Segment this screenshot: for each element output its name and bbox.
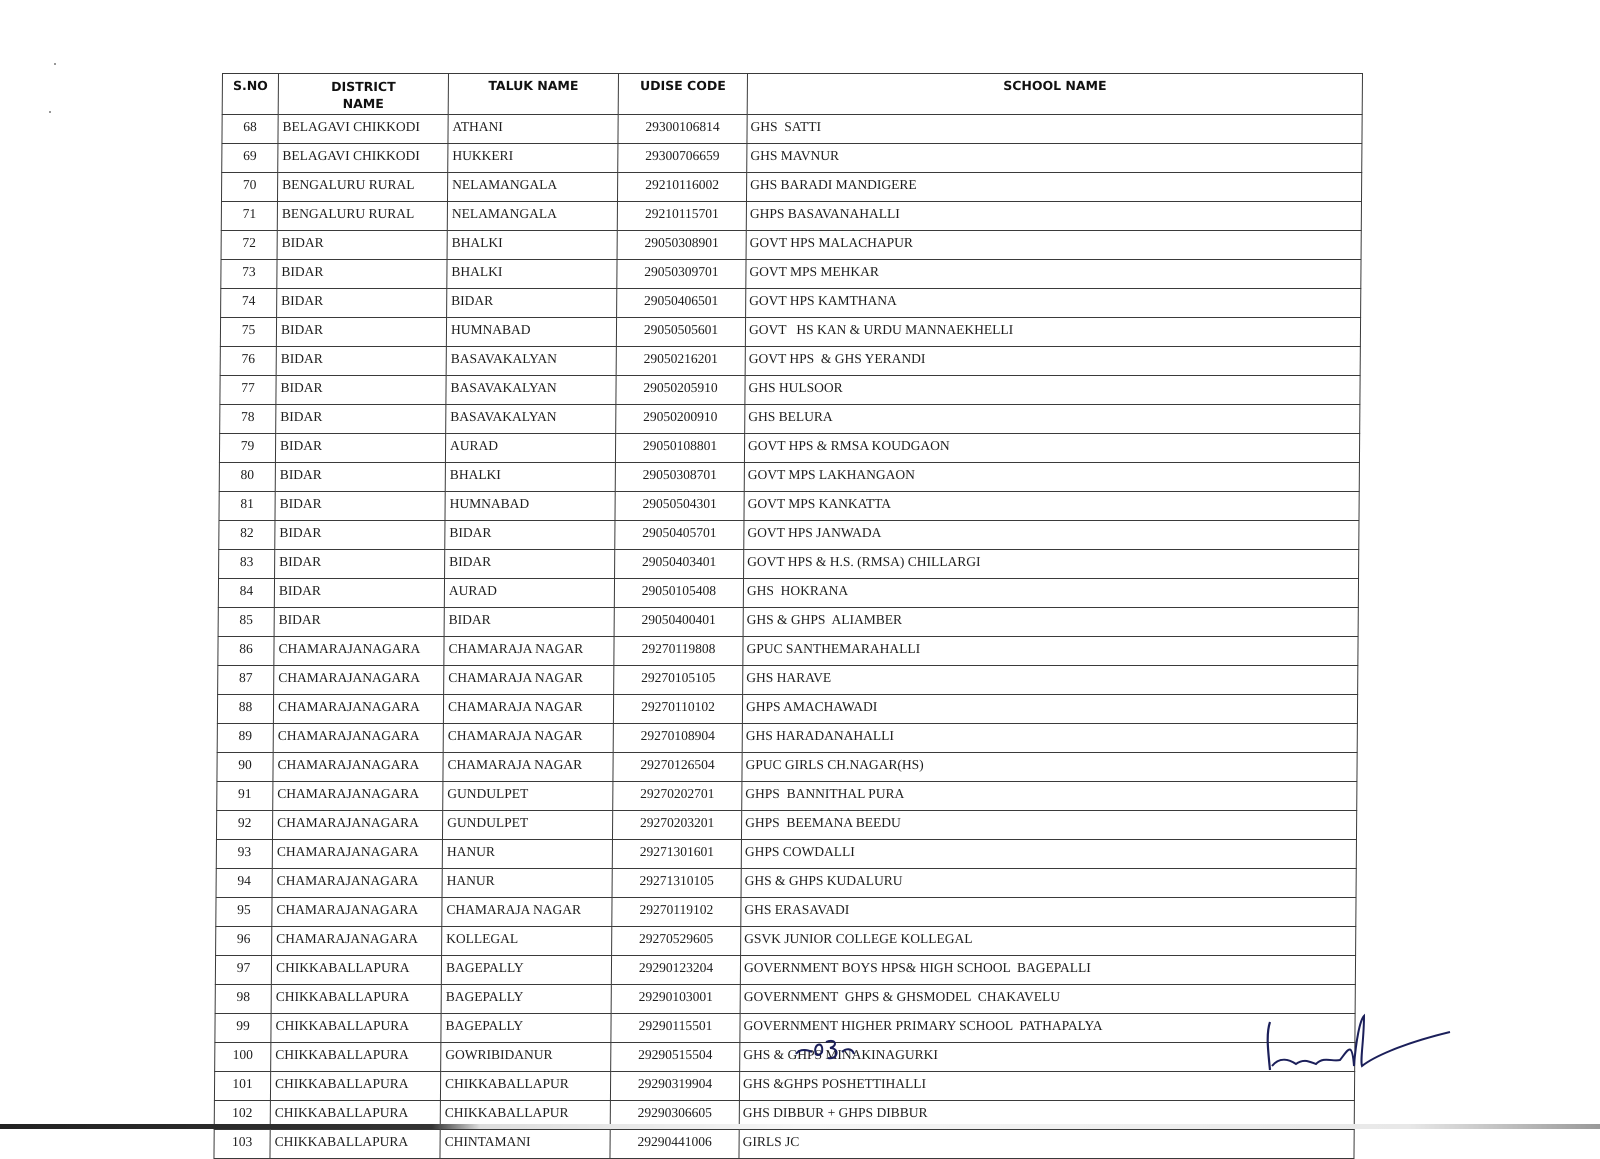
table-row <box>216 840 1356 869</box>
cell-udise-code: 29270529605 <box>612 927 741 956</box>
cell-district-name: CHAMARAJANAGARA <box>274 637 444 666</box>
cell-udise-code: 29270126504 <box>613 753 742 782</box>
cell-udise-code: 29210115701 <box>617 202 746 231</box>
cell-district-name: CHAMARAJANAGARA <box>272 840 442 869</box>
cell-udise-code: 29270105105 <box>614 666 743 695</box>
cell-school-name: GOVT MPS MEHKAR <box>746 260 1361 289</box>
cell-udise-code: 29050216201 <box>616 347 745 376</box>
cell-school-name: GHS HARAVE <box>743 666 1358 695</box>
cell-sno: 92 <box>216 811 272 840</box>
cell-sno: 77 <box>220 376 276 405</box>
cell-school-name: GOVT HPS & H.S. (RMSA) CHILLARGI <box>744 550 1359 579</box>
cell-taluk-name: AURAD <box>444 579 614 608</box>
cell-taluk-name: BIDAR <box>447 289 617 318</box>
cell-sno: 87 <box>218 666 274 695</box>
cell-taluk-name: HUMNABAD <box>446 318 616 347</box>
table-row <box>222 115 1362 144</box>
header-district-line2: NAME <box>342 96 384 111</box>
cell-school-name: GPUC GIRLS CH.NAGAR(HS) <box>742 753 1357 782</box>
cell-udise-code: 29290319904 <box>610 1072 739 1101</box>
cell-sno: 85 <box>218 608 274 637</box>
cell-taluk-name: BIDAR <box>445 550 615 579</box>
cell-sno: 80 <box>219 463 275 492</box>
table-row <box>221 289 1361 318</box>
cell-sno: 71 <box>221 202 277 231</box>
table-row <box>220 376 1360 405</box>
page-mark-stroke <box>796 1050 812 1054</box>
cell-udise-code: 29050403401 <box>615 550 744 579</box>
cell-taluk-name: CHAMARAJA NAGAR <box>444 637 614 666</box>
page-mark-stroke <box>826 1041 837 1058</box>
cell-taluk-name: BAGEPALLY <box>441 1014 611 1043</box>
cell-sno: 99 <box>215 1014 271 1043</box>
cell-sno: 93 <box>216 840 272 869</box>
cell-district-name: BENGALURU RURAL <box>277 202 447 231</box>
cell-district-name: BELAGAVI CHIKKODI <box>278 144 448 173</box>
cell-taluk-name: BASAVAKALYAN <box>446 376 616 405</box>
cell-sno: 75 <box>220 318 276 347</box>
header-district-line1: DISTRICT <box>331 79 396 94</box>
cell-school-name: GIRLS JC <box>739 1130 1354 1159</box>
table-row <box>220 347 1360 376</box>
cell-taluk-name: CHINTAMANI <box>440 1130 610 1159</box>
scan-speck <box>54 63 56 65</box>
cell-school-name: GSVK JUNIOR COLLEGE KOLLEGAL <box>741 927 1356 956</box>
page-number-mark <box>790 1030 880 1070</box>
cell-district-name: CHAMARAJANAGARA <box>273 782 443 811</box>
cell-district-name: CHAMARAJANAGARA <box>273 695 443 724</box>
table-row <box>217 695 1357 724</box>
cell-district-name: CHIKKABALLAPURA <box>271 985 441 1014</box>
table-row <box>221 260 1361 289</box>
cell-school-name: GHS & GHPS ALIAMBER <box>743 608 1358 637</box>
table-row <box>217 782 1357 811</box>
cell-district-name: BIDAR <box>277 231 447 260</box>
cell-sno: 96 <box>216 927 272 956</box>
cell-taluk-name: KOLLEGAL <box>442 927 612 956</box>
cell-school-name: GOVERNMENT GHPS & GHSMODEL CHAKAVELU <box>740 985 1355 1014</box>
cell-school-name: GHPS BASAVANAHALLI <box>746 202 1361 231</box>
cell-school-name: GHS HULSOOR <box>745 376 1360 405</box>
table-row <box>215 956 1355 985</box>
cell-sno: 73 <box>221 260 277 289</box>
cell-taluk-name: BASAVAKALYAN <box>446 347 616 376</box>
table-header <box>222 74 1362 115</box>
cell-taluk-name: BIDAR <box>444 608 614 637</box>
table-row <box>219 492 1359 521</box>
table-row <box>221 202 1361 231</box>
cell-district-name: BIDAR <box>274 579 444 608</box>
cell-district-name: BIDAR <box>276 405 446 434</box>
page-mark-stroke <box>842 1049 854 1054</box>
cell-udise-code: 29050308901 <box>617 231 746 260</box>
header-district-name <box>278 74 448 115</box>
cell-udise-code: 29270203201 <box>612 811 741 840</box>
cell-taluk-name: CHAMARAJA NAGAR <box>443 724 613 753</box>
table-row <box>218 608 1358 637</box>
cell-school-name: GHPS BANNITHAL PURA <box>742 782 1357 811</box>
table-row <box>218 579 1358 608</box>
table-row <box>216 898 1356 927</box>
cell-school-name: GHS SATTI <box>747 115 1362 144</box>
table-row <box>221 231 1361 260</box>
table-row <box>220 405 1360 434</box>
cell-udise-code: 29300706659 <box>618 144 747 173</box>
cell-taluk-name: BHALKI <box>447 260 617 289</box>
cell-taluk-name: HUMNABAD <box>445 492 615 521</box>
cell-district-name: CHAMARAJANAGARA <box>272 869 442 898</box>
cell-taluk-name: BHALKI <box>445 463 615 492</box>
scan-speck <box>49 111 51 113</box>
cell-school-name: GOVT HPS & GHS YERANDI <box>745 347 1360 376</box>
cell-school-name: GOVT HPS & RMSA KOUDGAON <box>744 434 1359 463</box>
cell-udise-code: 29050400401 <box>614 608 743 637</box>
cell-sno: 98 <box>215 985 271 1014</box>
cell-udise-code: 29210116002 <box>617 173 746 202</box>
cell-taluk-name: HANUR <box>442 869 612 898</box>
cell-taluk-name: GUNDULPET <box>442 811 612 840</box>
school-list-table-wrapper <box>213 73 1362 1159</box>
table-row <box>216 811 1356 840</box>
cell-udise-code: 29271301601 <box>612 840 741 869</box>
table-row <box>216 869 1356 898</box>
cell-taluk-name: BAGEPALLY <box>441 956 611 985</box>
cell-udise-code: 29050108801 <box>615 434 744 463</box>
cell-sno: 83 <box>219 550 275 579</box>
signature-stroke <box>1268 1022 1270 1070</box>
table-body <box>214 115 1362 1159</box>
cell-udise-code: 29050504301 <box>615 492 744 521</box>
cell-udise-code: 29290515504 <box>611 1043 740 1072</box>
cell-district-name: CHIKKABALLAPURA <box>271 1043 441 1072</box>
cell-sno: 70 <box>221 173 277 202</box>
cell-school-name: GHS & GHPS MINAKINAGURKI <box>740 1043 1355 1072</box>
cell-district-name: CHAMARAJANAGARA <box>272 811 442 840</box>
cell-district-name: BIDAR <box>276 376 446 405</box>
cell-udise-code: 29290115501 <box>611 1014 740 1043</box>
cell-school-name: GHS DIBBUR + GHPS DIBBUR <box>739 1101 1354 1130</box>
cell-taluk-name: AURAD <box>445 434 615 463</box>
cell-sno: 89 <box>217 724 273 753</box>
cell-udise-code: 29270202701 <box>613 782 742 811</box>
table-row <box>218 666 1358 695</box>
cell-sno: 101 <box>214 1072 270 1101</box>
header-sno: S.NO <box>222 74 278 115</box>
cell-district-name: CHAMARAJANAGARA <box>272 927 442 956</box>
table-row <box>219 521 1359 550</box>
cell-sno: 95 <box>216 898 272 927</box>
cell-taluk-name: HUKKERI <box>448 144 618 173</box>
cell-taluk-name: BASAVAKALYAN <box>446 405 616 434</box>
header-school-name: SCHOOL NAME <box>747 74 1362 115</box>
cell-district-name: BELAGAVI CHIKKODI <box>278 115 448 144</box>
cell-school-name: GOVT HS KAN & URDU MANNAEKHELLI <box>745 318 1360 347</box>
cell-taluk-name: NELAMANGALA <box>447 173 617 202</box>
cell-sno: 79 <box>219 434 275 463</box>
signature-stroke <box>1272 1016 1450 1066</box>
cell-district-name: CHIKKABALLAPURA <box>271 956 441 985</box>
cell-udise-code: 29290441006 <box>610 1130 739 1159</box>
cell-sno: 90 <box>217 753 273 782</box>
scan-bottom-edge <box>0 1124 1600 1129</box>
cell-udise-code: 29050205910 <box>616 376 745 405</box>
cell-udise-code: 29270119102 <box>612 898 741 927</box>
cell-school-name: GHS BARADI MANDIGERE <box>746 173 1361 202</box>
cell-district-name: BIDAR <box>275 463 445 492</box>
table-row <box>215 1014 1355 1043</box>
cell-taluk-name: NELAMANGALA <box>447 202 617 231</box>
cell-district-name: CHAMARAJANAGARA <box>272 898 442 927</box>
cell-taluk-name: CHIKKABALLAPUR <box>440 1072 610 1101</box>
cell-taluk-name: CHAMARAJA NAGAR <box>443 753 613 782</box>
table-row <box>219 434 1359 463</box>
table-row <box>217 724 1357 753</box>
table-row <box>218 637 1358 666</box>
cell-sno: 97 <box>215 956 271 985</box>
table-row <box>214 1130 1354 1159</box>
cell-district-name: CHAMARAJANAGARA <box>274 666 444 695</box>
table-row <box>220 318 1360 347</box>
cell-udise-code: 29050406501 <box>617 289 746 318</box>
cell-sno: 94 <box>216 869 272 898</box>
cell-district-name: CHIKKABALLAPURA <box>270 1130 440 1159</box>
cell-school-name: GOVERNMENT HIGHER PRIMARY SCHOOL PATHAPALYA <box>740 1014 1355 1043</box>
cell-district-name: BIDAR <box>275 434 445 463</box>
cell-district-name: BIDAR <box>277 260 447 289</box>
cell-school-name: GOVT MPS LAKHANGAON <box>744 463 1359 492</box>
cell-udise-code: 29050105408 <box>614 579 743 608</box>
cell-district-name: CHIKKABALLAPURA <box>270 1072 440 1101</box>
cell-udise-code: 29050405701 <box>615 521 744 550</box>
cell-school-name: GPUC SANTHEMARAHALLI <box>743 637 1358 666</box>
cell-sno: 88 <box>217 695 273 724</box>
cell-udise-code: 29050308701 <box>615 463 744 492</box>
cell-taluk-name: CHAMARAJA NAGAR <box>442 898 612 927</box>
cell-udise-code: 29050309701 <box>617 260 746 289</box>
cell-taluk-name: BAGEPALLY <box>441 985 611 1014</box>
cell-school-name: GHPS AMACHAWADI <box>742 695 1357 724</box>
cell-sno: 100 <box>215 1043 271 1072</box>
header-udise-code: UDISE CODE <box>618 74 747 115</box>
table-row <box>221 173 1361 202</box>
school-list-table <box>213 73 1363 1159</box>
cell-sno: 76 <box>220 347 276 376</box>
cell-udise-code: 29270119808 <box>614 637 743 666</box>
cell-school-name: GHS &GHPS POSHETTIHALLI <box>739 1072 1354 1101</box>
cell-district-name: BIDAR <box>275 550 445 579</box>
cell-sno: 69 <box>222 144 278 173</box>
page-mark-stroke <box>815 1045 822 1055</box>
cell-taluk-name: HANUR <box>442 840 612 869</box>
cell-school-name: GHS & GHPS KUDALURU <box>741 869 1356 898</box>
table-row <box>215 1043 1355 1072</box>
cell-school-name: GHS HOKRANA <box>743 579 1358 608</box>
cell-district-name: CHAMARAJANAGARA <box>273 724 443 753</box>
cell-sno: 86 <box>218 637 274 666</box>
cell-district-name: CHIKKABALLAPURA <box>271 1014 441 1043</box>
cell-school-name: GOVT HPS JANWADA <box>744 521 1359 550</box>
signature <box>1260 1010 1480 1090</box>
cell-school-name: GHS ERASAVADI <box>741 898 1356 927</box>
table-row <box>219 550 1359 579</box>
cell-sno: 103 <box>214 1130 270 1159</box>
cell-sno: 72 <box>221 231 277 260</box>
cell-school-name: GOVT HPS KAMTHANA <box>746 289 1361 318</box>
cell-sno: 78 <box>220 405 276 434</box>
table-row <box>216 927 1356 956</box>
table-row <box>215 985 1355 1014</box>
cell-udise-code: 29271310105 <box>612 869 741 898</box>
cell-school-name: GOVERNMENT BOYS HPS& HIGH SCHOOL BAGEPALLI <box>740 956 1355 985</box>
cell-school-name: GHS HARADANAHALLI <box>742 724 1357 753</box>
cell-taluk-name: CHAMARAJA NAGAR <box>444 666 614 695</box>
cell-district-name: CHAMARAJANAGARA <box>273 753 443 782</box>
cell-udise-code: 29290123204 <box>611 956 740 985</box>
cell-udise-code: 29270110102 <box>613 695 742 724</box>
table-row <box>217 753 1357 782</box>
cell-sno: 82 <box>219 521 275 550</box>
cell-taluk-name: GUNDULPET <box>443 782 613 811</box>
cell-district-name: BIDAR <box>275 492 445 521</box>
cell-udise-code: 29290103001 <box>611 985 740 1014</box>
cell-udise-code: 29050200910 <box>616 405 745 434</box>
cell-udise-code: 29300106814 <box>618 115 747 144</box>
table-row <box>219 463 1359 492</box>
header-row <box>222 74 1362 115</box>
cell-taluk-name: CHIKKABALLAPUR <box>440 1101 610 1130</box>
cell-sno: 91 <box>217 782 273 811</box>
table-row <box>214 1072 1354 1101</box>
cell-sno: 68 <box>222 115 278 144</box>
cell-district-name: BIDAR <box>276 347 446 376</box>
cell-udise-code: 29050505601 <box>616 318 745 347</box>
cell-taluk-name: BHALKI <box>447 231 617 260</box>
cell-taluk-name: BIDAR <box>445 521 615 550</box>
cell-sno: 81 <box>219 492 275 521</box>
cell-school-name: GHS BELURA <box>745 405 1360 434</box>
cell-sno: 102 <box>214 1101 270 1130</box>
cell-district-name: BIDAR <box>277 289 447 318</box>
header-taluk-name: TALUK NAME <box>448 74 618 115</box>
cell-taluk-name: ATHANI <box>448 115 618 144</box>
cell-district-name: BIDAR <box>275 521 445 550</box>
cell-district-name: BIDAR <box>274 608 444 637</box>
table-row <box>222 144 1362 173</box>
cell-sno: 74 <box>221 289 277 318</box>
cell-school-name: GOVT HPS MALACHAPUR <box>746 231 1361 260</box>
cell-district-name: CHIKKABALLAPURA <box>270 1101 440 1130</box>
cell-district-name: BENGALURU RURAL <box>277 173 447 202</box>
cell-school-name: GHPS BEEMANA BEEDU <box>741 811 1356 840</box>
cell-school-name: GHS MAVNUR <box>747 144 1362 173</box>
cell-district-name: BIDAR <box>276 318 446 347</box>
cell-school-name: GHPS COWDALLI <box>741 840 1356 869</box>
cell-sno: 84 <box>218 579 274 608</box>
cell-school-name: GOVT MPS KANKATTA <box>744 492 1359 521</box>
cell-udise-code: 29290306605 <box>610 1101 739 1130</box>
cell-taluk-name: GOWRIBIDANUR <box>441 1043 611 1072</box>
cell-udise-code: 29270108904 <box>613 724 742 753</box>
cell-taluk-name: CHAMARAJA NAGAR <box>443 695 613 724</box>
